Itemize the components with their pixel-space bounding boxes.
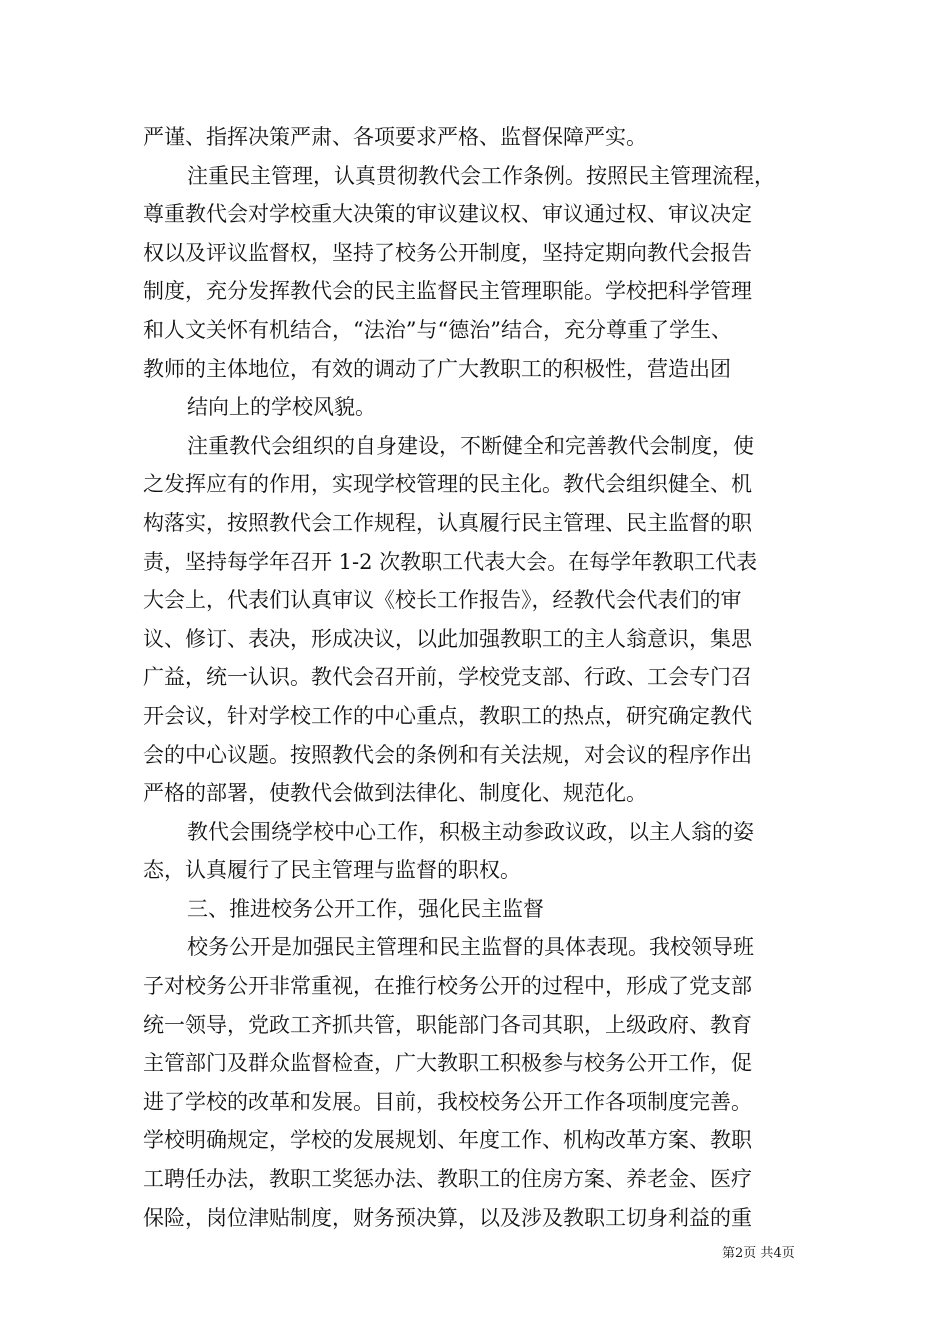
footer-suffix: 页 — [781, 1246, 795, 1261]
text-line: 尊重教代会对学校重大决策的审议建议权、审议通过权、审议决定 — [143, 202, 752, 227]
text-line: 权以及评议监督权，坚持了校务公开制度，坚持定期向教代会报告 — [143, 240, 752, 265]
text-line: 子对校务公开非常重视，在推行校务公开的过程中，形成了党支部 — [143, 974, 752, 999]
text-line: 注重民主管理，认真贯彻教代会工作条例。按照民主管理流程， — [187, 163, 775, 188]
text-line: 工聘任办法，教职工奖惩办法、教职工的住房方案、养老金、医疗 — [143, 1167, 752, 1192]
text-line: 大会上，代表们认真审议《校长工作报告》，经教代会代表们的审 — [143, 588, 742, 613]
text-line: 之发挥应有的作用，实现学校管理的民主化。教代会组织健全、机 — [143, 472, 752, 497]
section-heading: 三、推进校务公开工作，强化民主监督 — [187, 896, 544, 921]
body-text — [143, 118, 823, 1237]
text-line: 主管部门及群众监督检查，广大教职工积极参与校务公开工作，促 — [143, 1051, 752, 1076]
text-line: 构落实，按照教代会工作规程，认真履行民主管理、民主监督的职 — [143, 510, 752, 535]
text-line: 学校明确规定，学校的发展规划、年度工作、机构改革方案、教职 — [143, 1128, 752, 1153]
text-line: 严谨、指挥决策严肃、各项要求严格、监督保障严实。 — [143, 125, 647, 149]
text-line: 开会议，针对学校工作的中心重点，教职工的热点，研究确定教代 — [143, 703, 752, 728]
footer-middle: 页 共 — [743, 1246, 774, 1261]
text-line: 保险，岗位津贴制度，财务预决算，以及涉及教职工切身利益的重 — [143, 1205, 752, 1230]
text-line: 教师的主体地位，有效的调动了广大教职工的积极性，营造出团 — [143, 356, 731, 381]
text-line: 责，坚持每学年召开 1-2 次教职工代表大会。在每学年教职工代表 — [143, 549, 758, 574]
text-line: 结向上的学校风貌。 — [187, 395, 376, 420]
text-line: 会的中心议题。按照教代会的条例和有关法规，对会议的程序作出 — [143, 742, 752, 767]
page-number-footer — [722, 1246, 795, 1262]
text-line: 进了学校的改革和发展。目前，我校校务公开工作各项制度完善。 — [143, 1089, 752, 1114]
text-line: 严格的部署，使教代会做到法律化、制度化、规范化。 — [143, 781, 647, 806]
text-line: 态，认真履行了民主管理与监督的职权。 — [143, 858, 521, 883]
total-page-number: 4 — [773, 1246, 782, 1261]
text-line: 制度，充分发挥教代会的民主监督民主管理职能。学校把科学管理 — [143, 279, 752, 304]
current-page-number: 2 — [735, 1246, 744, 1261]
text-line: 广益，统一认识。教代会召开前，学校党支部、行政、工会专门召 — [143, 665, 752, 690]
text-line: 注重教代会组织的自身建设，不断健全和完善教代会制度，使 — [187, 433, 754, 458]
text-line: 教代会围绕学校中心工作，积极主动参政议政，以主人翁的姿 — [187, 819, 754, 844]
footer-prefix: 第 — [722, 1246, 736, 1261]
text-line: 统一领导，党政工齐抓共管，职能部门各司其职，上级政府、教育 — [143, 1012, 752, 1037]
text-line: 和人文关怀有机结合，“法治”与“德治”结合，充分尊重了学生、 — [143, 317, 732, 342]
text-line: 议、修订、表决，形成决议，以此加强教职工的主人翁意识，集思 — [143, 626, 752, 651]
text-line: 校务公开是加强民主管理和民主监督的具体表现。我校领导班 — [187, 935, 754, 960]
